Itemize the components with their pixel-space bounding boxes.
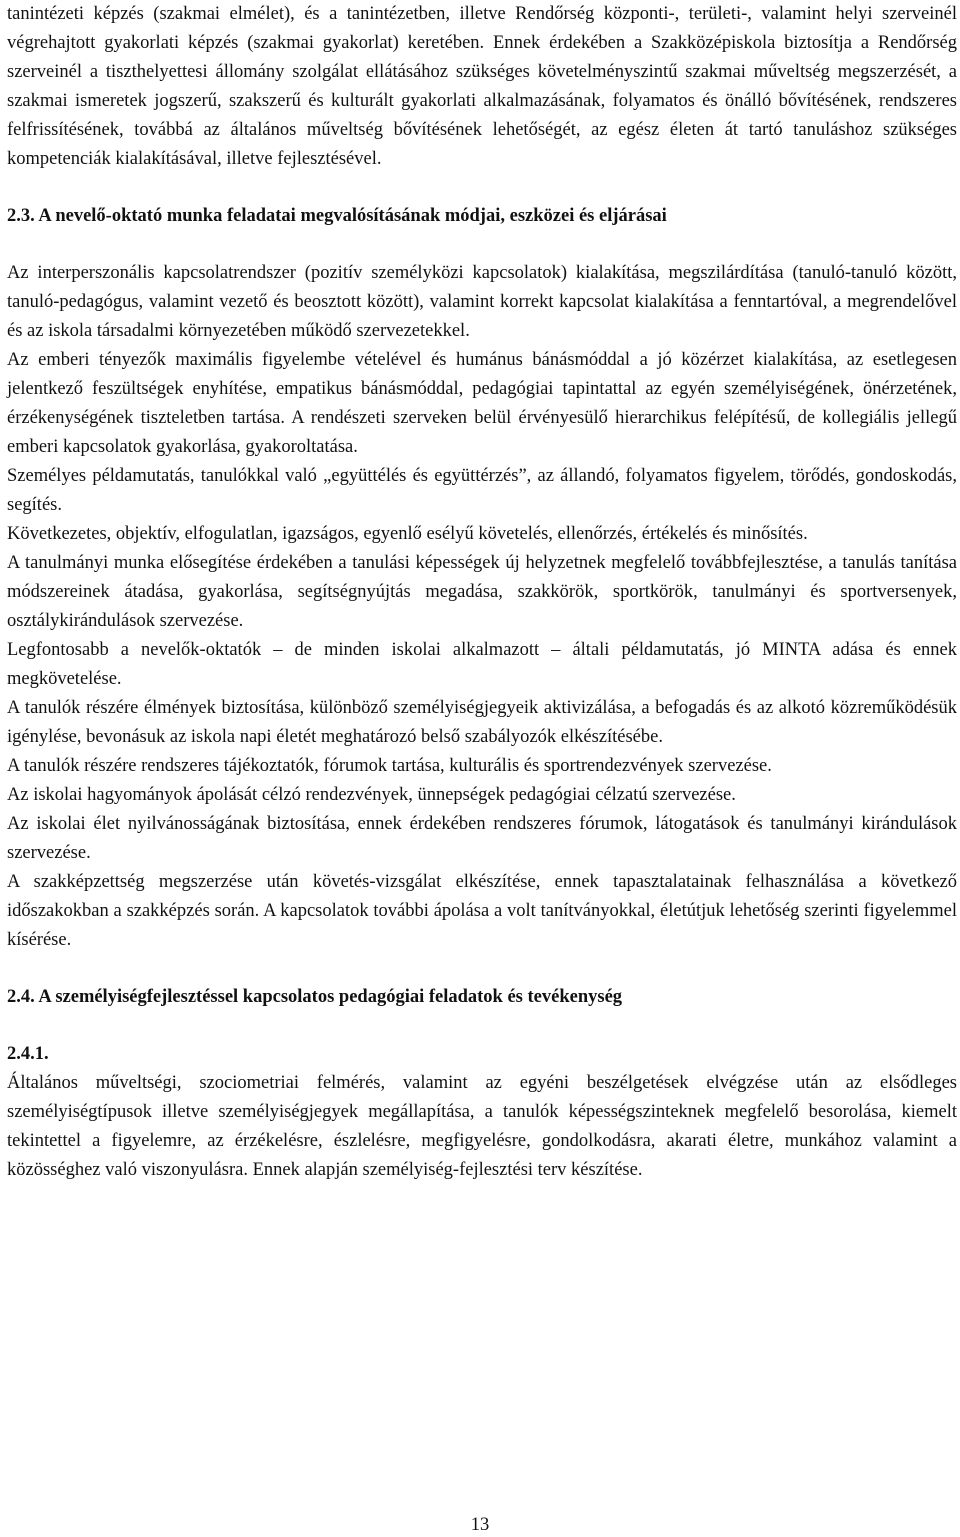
paragraph-human-factors: Az emberi tényezők maximális figyelembe vételével és humánus bánásmóddal a jó közérzet kialakítása, az esetlegesen jelentkező feszültségek enyhítése, empatikus bánásmóddal, pedagógiai tapintattal az egyén személyiségének, önérzetének, érzékenységének tiszteletben tartása. A rendészeti szerveken belül érvényesülő hierarchikus felépítésű, de kollegiális jellegű emberi kapcsolatok gyakorlása, gyakoroltatása. xyxy=(7,350,957,457)
section-heading-2-3: 2.3. A nevelő-oktató munka feladatai megvalósításának módjai, eszközei és eljárásai xyxy=(7,206,667,226)
paragraph-follow-up: A szakképzettség megszerzése után követés-vizsgálat elkészítése, ennek tapasztalatainak felhasználása a következő időszakokban a szakképzés során. A kapcsolatok további ápolása a volt tanítványokkal, életútjuk lehetőség szerinti figyelemmel kísérése. xyxy=(7,872,957,950)
paragraph-traditions: Az iskolai hagyományok ápolását célzó rendezvények, ünnepségek pedagógiai célzatú szervezése. xyxy=(7,785,736,805)
paragraph-publicity: Az iskolai élet nyilvánosságának biztosítása, ennek érdekében rendszeres fórumok, látogatások és tanulmányi kirándulások szervezése. xyxy=(7,814,957,863)
page-number: 13 xyxy=(470,1515,490,1535)
section-heading-2-4: 2.4. A személyiségfejlesztéssel kapcsolatos pedagógiai feladatok és tevékenység xyxy=(7,987,623,1007)
paragraph-assessment: Általános műveltségi, szociometriai felmérés, valamint az egyéni beszélgetések elvégzése után az elsődleges személyiségtípusok illetve személyiségjegyek megállapítása, a tanulók képességszinteknek megfelelő besorolása, kiemelt tekintettel a figyelemre, az érzékelésre, észlelésre, megfigyelésre, gondolkodásra, akarati életre, munkához valamint a közösséghez való viszonyulásra. Ennek alapján személyiség-fejlesztési terv készítése. xyxy=(7,1073,957,1180)
section-heading-2-4-1: 2.4.1. xyxy=(7,1044,49,1064)
paragraph-forums: A tanulók részére rendszeres tájékoztatók, fórumok tartása, kulturális és sportrendezvények szervezése. xyxy=(7,756,772,776)
paragraph-interpersonal: Az interperszonális kapcsolatrendszer (pozitív személyközi kapcsolatok) kialakítása, megszilárdítása (tanuló-tanuló között, tanuló-pedagógus, valamint vezető és beosztott között), valamint korrekt kapcsolat kialakítása a fenntartóval, a megrendelővel és az iskola társadalmi környezetében működő szervezetekkel. xyxy=(7,263,957,341)
paragraph-personal-example: Személyes példamutatás, tanulókkal való „együttélés és együttérzés”, az állandó, folyamatos figyelem, törődés, gondoskodás, segítés. xyxy=(7,466,957,515)
document-page xyxy=(7,0,957,1185)
paragraph-study-support: A tanulmányi munka elősegítése érdekében a tanulási képességek új helyzetnek megfelelő továbbfejlesztése, a tanulás tanítása módszereinek átadása, gyakorlása, segítségnyújtás megadása, szakkörök, sportkörök, tanulmányi és sportversenyek, osztálykirándulások szervezése. xyxy=(7,553,957,631)
paragraph-experiences: A tanulók részére élmények biztosítása, különböző személyiségjegyeik aktivizálása, a befogadás és az alkotó közreműködésük igénylése, bevonásuk az iskola napi életét meghatározó belső szabályozók elkészítésébe. xyxy=(7,698,957,747)
paragraph-consistent-evaluation: Következetes, objektív, elfogulatlan, igazságos, egyenlő esélyű követelés, ellenőrzés, értékelés és minősítés. xyxy=(7,524,808,544)
intro-paragraph: tanintézeti képzés (szakmai elmélet), és a tanintézetben, illetve Rendőrség központi-, területi-, valamint helyi szerveinél végrehajtott gyakorlati képzés (szakmai gyakorlat) keretében. Ennek érdekében a Szakközépiskola biztosítja a Rendőrség szerveinél a tiszthelyettesi állomány szolgálat ellátásához szükséges követelményszintű szakmai műveltség megszerzését, a szakmai ismeretek jogszerű, szakszerű és kulturált gyakorlati alkalmazásának, folyamatos és önálló bővítésének, rendszeres felfrissítésének, továbbá az általános műveltség bővítésének lehetőségét, az egész életen át tartó tanuláshoz szükséges kompetenciák kialakításával, illetve fejlesztésével. xyxy=(7,4,957,169)
paragraph-role-model: Legfontosabb a nevelők-oktatók – de minden iskolai alkalmazott – általi példamutatás, jó MINTA adása és ennek megkövetelése. xyxy=(7,640,957,689)
